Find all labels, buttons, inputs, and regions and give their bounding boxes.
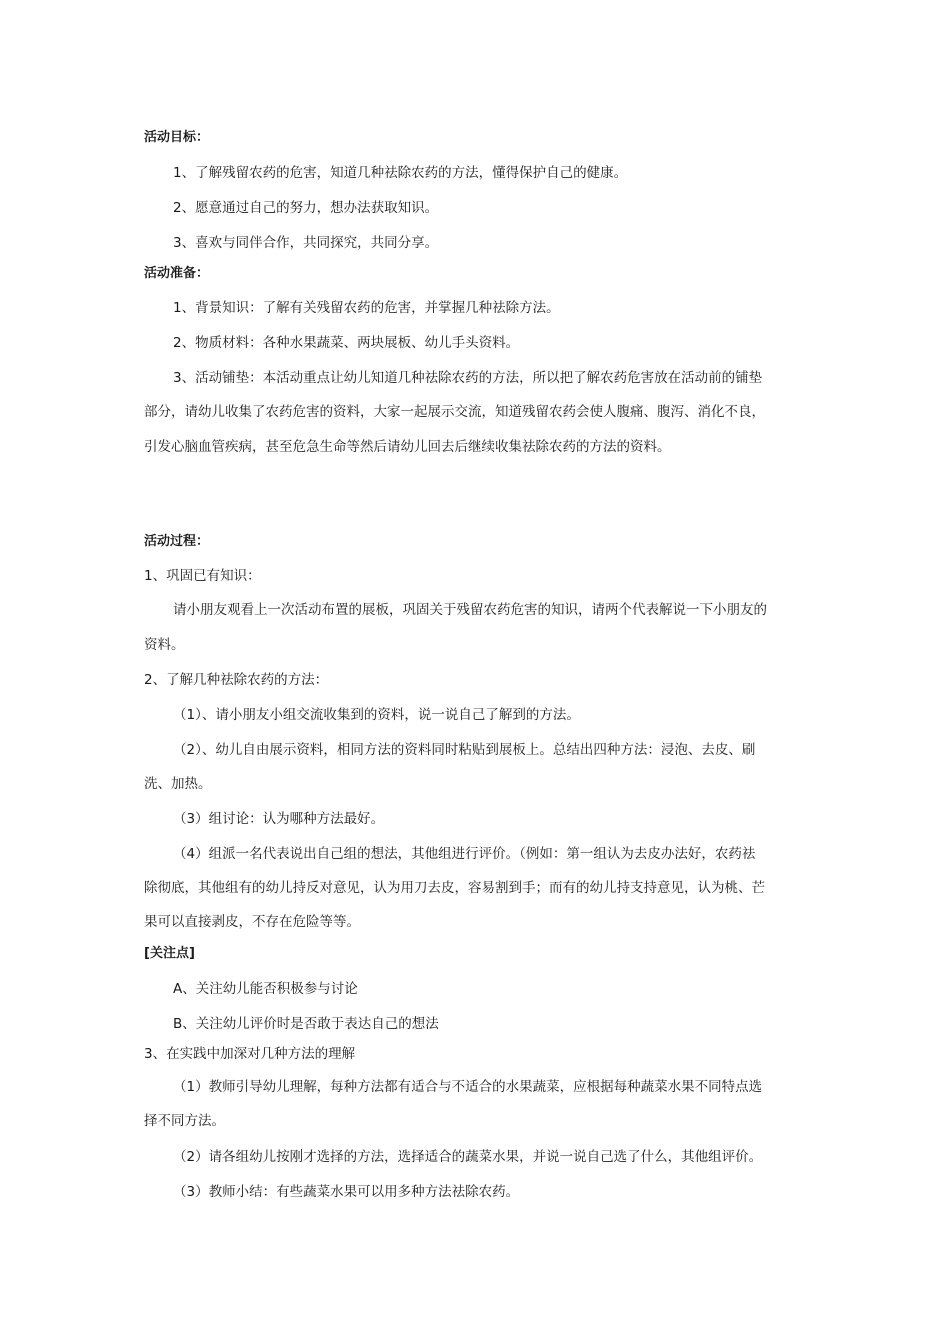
goal-item-2: 2、愿意通过自己的努力，想办法获取知识。 (173, 200, 439, 216)
prep-item-3-line-2: 部分，请幼儿收集了农药危害的资料，大家一起展示交流，知道残留农药会使人腹痛、腹泻、消化不良， (144, 404, 765, 420)
step-3-sub-1-line-2: 择不同方法。 (144, 1113, 225, 1129)
prep-heading: 活动准备： (144, 266, 210, 281)
step-2-sub-4-line-1: （4）组派一名代表说出自己组的想法，其他组进行评价。（例如：第一组认为去皮办法好，农药祛 (173, 846, 756, 862)
focus-item-a: A、关注幼儿能否积极参与讨论 (173, 981, 358, 997)
step-2-sub-4-line-2: 除彻底，其他组有的幼儿持反对意见，认为用刀去皮，容易割到手；而有的幼儿持支持意见，认为桃、芒 (144, 880, 765, 896)
step-2-sub-2-line-1: （2）、幼儿自由展示资料，相同方法的资料同时粘贴到展板上。总结出四种方法：浸泡、去皮、刷 (173, 742, 756, 758)
step-2-sub-4-line-3: 果可以直接剥皮，不存在危险等等。 (144, 914, 360, 930)
focus-item-b: B、关注幼儿评价时是否敢于表达自己的想法 (173, 1016, 439, 1032)
goal-item-1: 1、了解残留农药的危害，知道几种祛除农药的方法，懂得保护自己的健康。 (173, 165, 628, 181)
step-2-title: 2、了解几种祛除农药的方法： (144, 672, 329, 688)
step-3-title: 3、在实践中加深对几种方法的理解 (144, 1046, 356, 1062)
step-3-sub-3: （3）教师小结：有些蔬菜水果可以用多种方法祛除农药。 (173, 1184, 520, 1200)
step-1-para-line-2: 资料。 (144, 637, 185, 653)
step-2-sub-1: （1）、请小朋友小组交流收集到的资料，说一说自己了解到的方法。 (173, 707, 580, 723)
prep-item-3-line-1: 3、活动铺垫：本活动重点让幼儿知道几种祛除农药的方法，所以把了解农药危害放在活动前的铺垫 (173, 370, 763, 386)
focus-heading: [关注点] (144, 946, 195, 961)
step-1-title: 1、巩固已有知识： (144, 568, 261, 584)
prep-item-2: 2、物质材料：各种水果蔬菜、两块展板、幼儿手头资料。 (173, 335, 520, 351)
prep-item-1: 1、背景知识：了解有关残留农药的危害，并掌握几种祛除方法。 (173, 300, 560, 316)
step-1-para-line-1: 请小朋友观看上一次活动布置的展板，巩固关于残留农药危害的知识，请两个代表解说一下小朋友的 (173, 602, 767, 618)
step-3-sub-1-line-1: （1）教师引导幼儿理解，每种方法都有适合与不适合的水果蔬菜，应根据每种蔬菜水果不同特点选 (173, 1079, 763, 1095)
step-2-sub-2-line-2: 洗、加热。 (144, 776, 212, 792)
goals-heading: 活动目标： (144, 130, 210, 145)
step-2-sub-3: （3）组讨论：认为哪种方法最好。 (173, 811, 385, 827)
prep-item-3-line-3: 引发心脑血管疾病，甚至危急生命等然后请幼儿回去后继续收集祛除农药的方法的资料。 (144, 439, 671, 455)
process-heading: 活动过程： (144, 534, 210, 549)
step-3-sub-2: （2）请各组幼儿按刚才选择的方法，选择适合的蔬菜水果，并说一说自己选了什么，其他组评价。 (173, 1149, 763, 1165)
goal-item-3: 3、喜欢与同伴合作，共同探究，共同分享。 (173, 235, 439, 251)
